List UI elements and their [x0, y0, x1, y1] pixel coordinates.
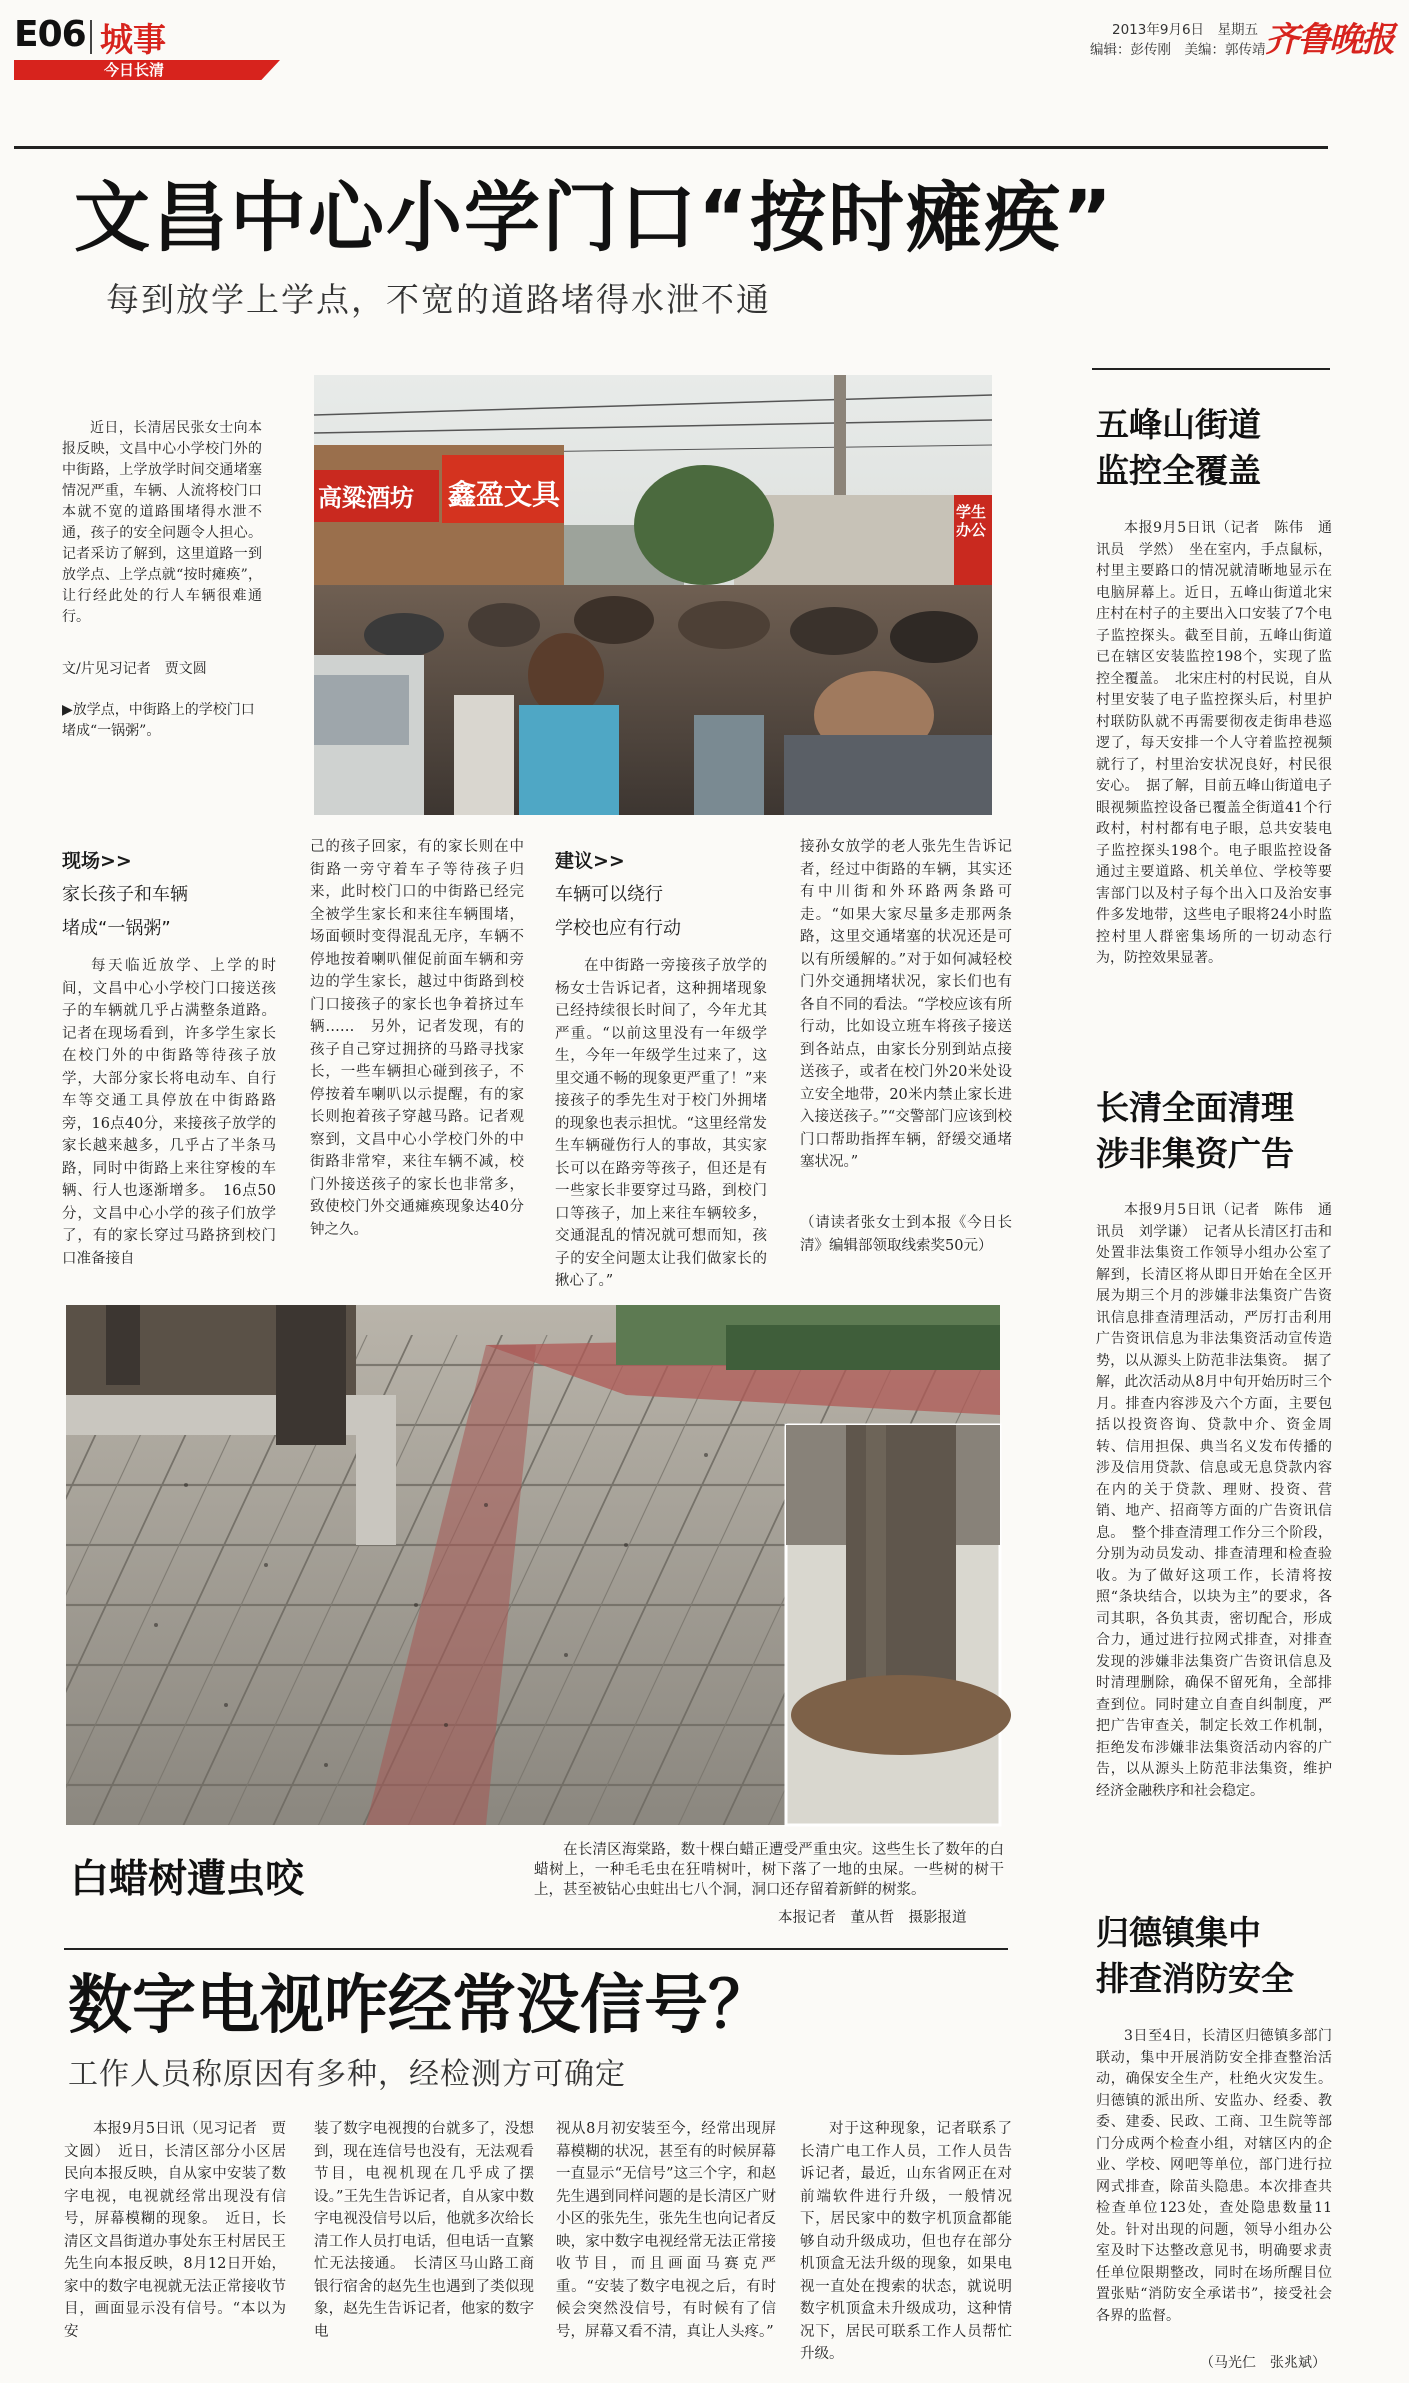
subsection-name: 今日长清 — [104, 61, 165, 79]
reader-note: （请读者张女士到本报《今日长清》编辑部领取线索奖50元） — [800, 1215, 1012, 1254]
main-col-4: 接孙女放学的老人张先生告诉记者，经过中街路的车辆，其实还有中川街和外环路两条路可走。“如果大家尽量多走那两条路，这里交通堵塞的状况还是可以有所缓解的。”对于如何减轻校门外交通拥堵状况，家长们也有各自不同的看法。“学校应该有所行动，比如设立班车将孩子接送到各站点，由家长分别到站点接送孩子，或者在校门外20米处设立安全地带，20米内禁止家长进入接送孩子。”“交警部门应该到校门口帮助指挥车辆，舒缓交通堵塞状况。” — [800, 839, 1012, 1170]
main-subheadline: 每到放学上学点，不宽的道路堵得水泄不通 — [106, 280, 771, 319]
sidebar-top-rule — [1092, 368, 1330, 370]
sidebar-story-1: 本报9月5日讯（记者 陈伟 通讯员 学然） 坐在室内，手点鼠标，村里主要路口的情况就清晰地显示在电脑屏幕上。近日，五峰山街道北宋庄村在村子的主要出入口安装了7个电子监控探头。截至目前，五峰山街道已在辖区安装监控198个，实现了监控全覆盖。 北宋庄村的村民说，自从村里安装了电子监控探头后，村里护村联防队就不再需要彻夜走街串巷巡逻了，每天安排一个人守着监控视频就行了，村里治安状况良好，村民很安心。 据了解，目前五峰山街道电子眼视频监控设备已覆盖全街道41个行政村，村村都有电子眼，总共安装电子监控探头198个。电子眼监控设备通过主要道路、机关单位、学校等要害部门以及村子每个出入口及治安事件多发地带，这些电子眼将24小时监控村里人群密集场所的一切动态行为，防控效果显著。 — [1096, 520, 1332, 966]
section-sub-advice-1: 车辆可以绕行 — [555, 884, 663, 905]
tree-pavement-photo — [66, 1305, 1000, 1825]
section-sub-scene-1: 家长孩子和车辆 — [62, 884, 188, 905]
photo-caption: ▶放学点，中街路上的学校门口堵成“一锅粥”。 — [62, 702, 255, 739]
tree-headline: 白蜡树遭虫咬 — [70, 1857, 305, 1902]
header-rule — [14, 146, 1328, 149]
main-col-2: 己的孩子回家，有的家长则在中街路一旁守着车子等待孩子归来，此时校门口的中街路已经完全被学生家长和来往车辆围堵，场面顿时变得混乱无序，车辆不停地按着喇叭催促前面车辆和旁边的学生家长，越过中街路到校门口接孩子的家长也争着挤过车辆…… 另外，记者发现，有的孩子自己穿过拥挤的马路寻找家长，一些车辆担心碰到孩子，不停按着车喇叭以示提醒，有的家长则抱着孩子穿越马路。记者观察到，文昌中心小学校门外的中街路非常窄，来往车辆不减，校门外接送孩子的家长也非常多，致使校门外交通瘫痪现象达40分钟之久。 — [310, 839, 524, 1238]
main-headline: 文昌中心小学门口“按时瘫痪” — [74, 173, 1114, 262]
section-head-scene: 现场>> — [62, 850, 132, 872]
tv-headline: 数字电视咋经常没信号？ — [68, 1969, 772, 2043]
masthead-logo: 齐鲁晚报 — [1265, 20, 1393, 60]
sidebar-title-2a: 长清全面清理 — [1096, 1088, 1294, 1127]
sidebar-story-3-credit: （马光仁 张兆斌） — [1200, 2355, 1326, 2371]
tv-subheadline: 工作人员称原因有多种，经检测方可确定 — [68, 2057, 626, 2092]
school-gate-photo — [314, 375, 992, 815]
crowd-scene-illustration — [314, 375, 992, 815]
tv-col-2: 装了数字电视搜的台就多了，没想到，现在连信号也没有，无法观看节目，电视机现在几乎成了摆设。”王先生告诉记者，自从家中数字电视没信号以后，他就多次给长清工作人员打电话，但电话一直繁忙无法接通。 长清区马山路工商银行宿舍的赵先生也遇到了类似现象，赵先生告诉记者，他家的数字电 — [314, 2121, 534, 2340]
section-head-advice: 建议>> — [555, 850, 625, 872]
sidebar-story-3: 3日至4日，长清区归德镇多部门联动，集中开展消防安全排查整治活动，确保安全生产，杜绝火灾发生。归德镇的派出所、安监办、经委、教委、建委、民政、工商、卫生院等部门分成两个检查小组，对辖区内的企业、学校、网吧等单位，部门进行拉网式排查，除苗头隐患。本次排查共检查单位123处，查处隐患数量11处。针对出现的问题，领导小组办公室及时下达整改意见书，明确要求责任单位限期整改，同时在场所醒目位置张贴“消防安全承诺书”，接受社会各界的监督。 — [1096, 2028, 1332, 2324]
sidebar-title-3b: 排查消防安全 — [1096, 1959, 1294, 1998]
sidebar-title-3a: 归德镇集中 — [1096, 1913, 1261, 1952]
shop-sign-wine: 高粱酒坊 — [318, 484, 414, 512]
section-sub-advice-2: 学校也应有行动 — [555, 918, 681, 939]
tree-caption: 在长清区海棠路，数十棵白蜡正遭受严重虫灾。这些生长了数年的白蜡树上，一种毛毛虫在狂啃树叶，树下落了一地的虫屎。一些树的树干上，甚至被钻心虫蛀出七八个洞，洞口还存留着新鲜的树浆。 — [534, 1842, 1004, 1898]
section-sub-scene-2: 堵成“一锅粥” — [62, 918, 171, 939]
tree-credit: 本报记者 董从哲 摄影报道 — [778, 1910, 967, 1926]
tv-col-1: 本报9月5日讯（见习记者 贾文圆） 近日，长清区部分小区居民向本报反映，自从家中安装了数字电视，电视就经常出现没有信号，屏幕模糊的现象。 近日，长清区文昌街道办事处东王村居民王先生向本报反映，8月12日开始，家中的数字电视就无法正常接收节目，画面显示没有信号。“本以为安 — [64, 2121, 286, 2340]
main-col-3: 在中街路一旁接孩子放学的杨女士告诉记者，这种拥堵现象已经持续很长时间了，今年尤其严重。“以前这里没有一年级学生，今年一年级学生过来了，这里交通不畅的现象更严重了！”来接孩子的季先生对于校门外拥堵的现象也表示担忧。“这里经常发生车辆碰伤行人的事故，其实家长可以在路旁等孩子，但还是有一些家长非要穿过马路，到校门口等孩子，加上来往车辆较多，交通混乱的情况就可想而知，孩子的安全问题太让我们做家长的揪心了。” — [555, 958, 767, 1289]
sidebar-story-2: 本报9月5日讯（记者 陈伟 通讯员 刘学谦） 记者从长清区打击和处置非法集资工作领导小组办公室了解到，长清区将从即日开始在全区开展为期三个月的涉嫌非法集资广告资讯信息排查清理活动，严厉打击利用广告资讯信息为非法集资活动宣传造势，以从源头上防范非法集资。 据了解，此次活动从8月中旬开始历时三个月。排查内容涉及六个方面，主要包括以投资咨询、贷款中介、资金周转、信用担保、典当名义发布传播的涉及信用贷款、信息或无息贷款内容在内的关于贷款、理财、投资、营销、地产、招商等方面的广告资讯信息。 整个排查清理工作分三个阶段，分别为动员发动、排查清理和检查验收。为了做好这项工作，长清将按照“条块结合，以块为主”的要求，各司其职，各负其责，密切配合，形成合力，通过进行拉网式排查，对排查发现的涉嫌非法集资广告资讯信息及时清理删除，确保不留死角，全部排查到位。同时建立自查自纠制度，严把广告审查关，制定长效工作机制，拒绝发布涉嫌非法集资活动内容的广告，以从源头上防范非法集资，维护经济金融秩序和社会稳定。 — [1096, 1202, 1332, 1799]
page-number: E06 — [14, 14, 86, 55]
tv-col-3: 视从8月初安装至今，经常出现屏幕模糊的状况，甚至有的时候屏幕一直显示“无信号”这三个字，和赵先生遇到同样问题的是长清区广财小区的张先生，张先生也向记者反映，家中数字电视经常无法正常接收节目，而且画面马赛克严重。“安装了数字电视之后，有时候会突然没信号，有时候有了信号，屏幕又看不清，真让人头疼。” — [556, 2121, 776, 2340]
sidebar-title-1a: 五峰山街道 — [1096, 405, 1261, 444]
shop-sign-stationery: 鑫盈文具 — [448, 478, 561, 511]
section-name: 城事 — [100, 20, 166, 59]
editors-line: 编辑：彭传刚 美编：郭传靖 — [1090, 42, 1266, 58]
sidebar-title-2b: 涉非集资广告 — [1096, 1134, 1294, 1173]
tree-bottom-rule — [64, 1948, 1008, 1950]
main-col-1: 每天临近放学、上学的时间，文昌中心小学校门口接送孩子的车辆就几乎占满整条道路。记者在现场看到，许多学生家长在校门外的中街路等待孩子放学，大部分家长将电动车、自行车等交通工具停放在中街路路旁，16点40分，来接孩子放学的家长越来越多，几乎占了半条马路，同时中街路上来往穿梭的车辆、行人也逐渐增多。 16点50分，文昌中心小学的孩子们放学了，有的家长穿过马路挤到校门口准备接自 — [62, 958, 276, 1267]
header-divider — [90, 20, 92, 54]
sidebar-title-1b: 监控全覆盖 — [1096, 451, 1261, 490]
pavement-illustration — [66, 1305, 1000, 1825]
date-line: 2013年9月6日 星期五 — [1112, 22, 1259, 38]
byline: 文/片见习记者 贾文圆 — [62, 661, 207, 677]
tv-col-4: 对于这种现象，记者联系了长清广电工作人员，工作人员告诉记者，最近，山东省网正在对前端软件进行升级，一般情况下，居民家中的数字机顶盒都能够自动升级成功，但也存在部分机顶盒无法升级的现象，如果电视一直处在搜索的状态，就说明数字机顶盒未升级成功，这种情况下，居民可联系工作人员帮忙升级。 — [800, 2121, 1012, 2362]
page-header — [0, 0, 1409, 80]
lead-paragraph: 近日，长清居民张女士向本报反映，文昌中心小学校门外的中街路，上学放学时间交通堵塞情况严重，车辆、人流将校门口本就不宽的道路围堵得水泄不通，孩子的安全问题令人担心。记者采访了解到，这里道路一到放学点、上学点就“按时瘫痪”，让行经此处的行人车辆很难通行。 — [62, 420, 262, 625]
shop-sign-office: 学生办公 — [956, 503, 987, 539]
